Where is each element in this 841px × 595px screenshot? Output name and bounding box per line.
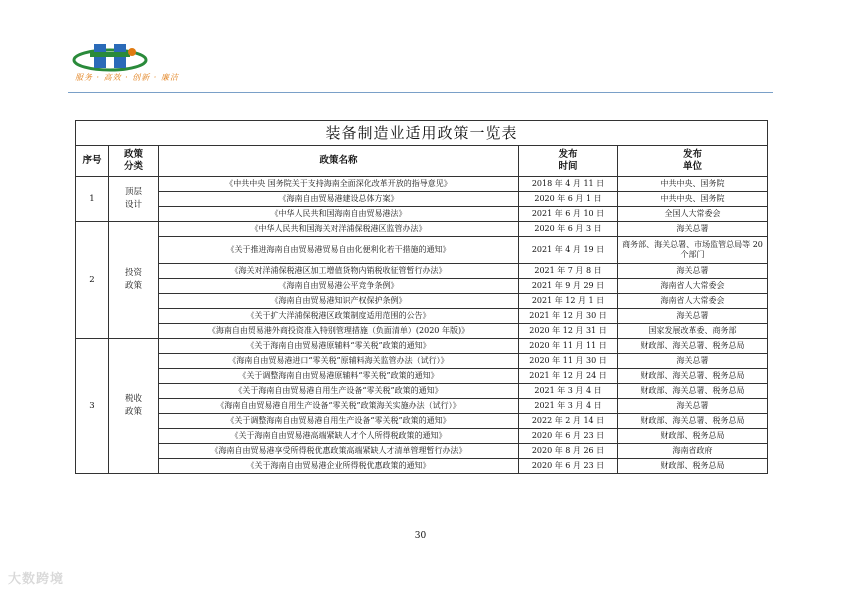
policy-name: 《海南自由贸易港建设总体方案》 (159, 192, 519, 207)
publish-date: 2020 年 11 月 11 日 (519, 339, 618, 354)
policy-table (75, 120, 768, 474)
issuer: 商务部、海关总署、市场监管总局等 20 个部门 (618, 237, 768, 264)
publish-date: 2021 年 4 月 19 日 (519, 237, 618, 264)
issuer: 海关总署 (618, 264, 768, 279)
header-name: 政策名称 (159, 146, 519, 177)
publish-date: 2021 年 3 月 4 日 (519, 384, 618, 399)
page-number: 30 (414, 531, 427, 541)
issuer: 国家发展改革委、商务部 (618, 324, 768, 339)
table-row (76, 384, 768, 399)
publish-date: 2021 年 7 月 8 日 (519, 264, 618, 279)
table-row (76, 399, 768, 414)
policy-name: 《海南自由贸易港享受所得税优惠政策高端紧缺人才清单管理暂行办法》 (159, 444, 519, 459)
policy-name: 《关于海南自由贸易港原辅料“零关税”政策的通知》 (159, 339, 519, 354)
table-row (76, 264, 768, 279)
table-row (76, 294, 768, 309)
group-index: 3 (76, 339, 109, 474)
table-row (76, 429, 768, 444)
group-index: 2 (76, 222, 109, 339)
header-index: 序号 (76, 146, 109, 177)
issuer: 财政部、税务总局 (618, 459, 768, 474)
policy-name: 《关于海南自由贸易港企业所得税优惠政策的通知》 (159, 459, 519, 474)
group-category: 投资 政策 (109, 222, 159, 339)
table-row (76, 459, 768, 474)
publish-date: 2021 年 9 月 29 日 (519, 279, 618, 294)
issuer: 全国人大常委会 (618, 207, 768, 222)
publish-date: 2020 年 6 月 3 日 (519, 222, 618, 237)
policy-name: 《海南自由贸易港进口“零关税”原辅料海关监管办法（试行）》 (159, 354, 519, 369)
issuer: 海关总署 (618, 354, 768, 369)
table-row (76, 309, 768, 324)
policy-name: 《关于调整海南自由贸易港自用生产设备“零关税”政策的通知》 (159, 414, 519, 429)
table-row (76, 177, 768, 192)
header-date: 发布 时间 (519, 146, 618, 177)
policy-name: 《关于推进海南自由贸易港贸易自由化便利化若干措施的通知》 (159, 237, 519, 264)
table-row (76, 354, 768, 369)
publish-date: 2021 年 12 月 24 日 (519, 369, 618, 384)
publish-date: 2020 年 8 月 26 日 (519, 444, 618, 459)
policy-name: 《关于扩大洋浦保税港区政策制度适用范围的公告》 (159, 309, 519, 324)
table-row (76, 192, 768, 207)
policy-name: 《中华人民共和国海南自由贸易港法》 (159, 207, 519, 222)
issuer: 海南省人大常委会 (618, 279, 768, 294)
issuer: 海关总署 (618, 399, 768, 414)
logo-mark-icon (70, 40, 150, 74)
policy-name: 《中华人民共和国海关对洋浦保税港区监管办法》 (159, 222, 519, 237)
publish-date: 2021 年 12 月 1 日 (519, 294, 618, 309)
publish-date: 2018 年 4 月 11 日 (519, 177, 618, 192)
policy-name: 《海南自由贸易港自用生产设备“零关税”政策海关实施办法（试行）》 (159, 399, 519, 414)
publish-date: 2020 年 6 月 1 日 (519, 192, 618, 207)
table-row (76, 237, 768, 264)
issuer: 财政部、海关总署、税务总局 (618, 339, 768, 354)
issuer: 财政部、税务总局 (618, 429, 768, 444)
policy-name: 《中共中央 国务院关于支持海南全面深化改革开放的指导意见》 (159, 177, 519, 192)
table-row (76, 222, 768, 237)
publish-date: 2020 年 11 月 30 日 (519, 354, 618, 369)
table-row (76, 339, 768, 354)
table-row (76, 324, 768, 339)
issuer: 财政部、海关总署、税务总局 (618, 384, 768, 399)
table-body (76, 177, 768, 474)
policy-name: 《海南自由贸易港知识产权保护条例》 (159, 294, 519, 309)
issuer: 中共中央、国务院 (618, 192, 768, 207)
header-category: 政策 分类 (109, 146, 159, 177)
publish-date: 2021 年 6 月 10 日 (519, 207, 618, 222)
group-index: 1 (76, 177, 109, 222)
issuer: 海关总署 (618, 309, 768, 324)
policy-name: 《关于海南自由贸易港自用生产设备“零关税”政策的通知》 (159, 384, 519, 399)
table-title: 装备制造业适用政策一览表 (76, 121, 768, 146)
issuer: 财政部、海关总署、税务总局 (618, 369, 768, 384)
policy-name: 《关于海南自由贸易港高端紧缺人才个人所得税政策的通知》 (159, 429, 519, 444)
policy-name: 《海南自由贸易港外商投资准入特别管理措施（负面清单）(2020 年版)》 (159, 324, 519, 339)
publish-date: 2021 年 3 月 4 日 (519, 399, 618, 414)
issuer: 海南省人大常委会 (618, 294, 768, 309)
table-row (76, 444, 768, 459)
publish-date: 2021 年 12 月 30 日 (519, 309, 618, 324)
publish-date: 2022 年 2 月 14 日 (519, 414, 618, 429)
policy-name: 《海南自由贸易港公平竞争条例》 (159, 279, 519, 294)
policy-name: 《海关对洋浦保税港区加工增值货物内销税收征管暂行办法》 (159, 264, 519, 279)
table-row (76, 279, 768, 294)
issuer: 中共中央、国务院 (618, 177, 768, 192)
header-issuer: 发布 单位 (618, 146, 768, 177)
issuer: 海关总署 (618, 222, 768, 237)
publish-date: 2020 年 12 月 31 日 (519, 324, 618, 339)
issuer: 财政部、海关总署、税务总局 (618, 414, 768, 429)
table-header-row (76, 146, 768, 177)
table-row (76, 414, 768, 429)
table-row (76, 207, 768, 222)
group-category: 顶层 设计 (109, 177, 159, 222)
issuer: 海南省政府 (618, 444, 768, 459)
watermark: 大数跨境 (8, 572, 65, 587)
publish-date: 2020 年 6 月 23 日 (519, 459, 618, 474)
policy-name: 《关于调整海南自由贸易港原辅料“零关税”政策的通知》 (159, 369, 519, 384)
header-divider (68, 92, 773, 93)
logo-slogan: 服务 · 高效 · 创新 · 廉洁 (75, 73, 179, 82)
table-row (76, 369, 768, 384)
publish-date: 2020 年 6 月 23 日 (519, 429, 618, 444)
group-category: 税收 政策 (109, 339, 159, 474)
